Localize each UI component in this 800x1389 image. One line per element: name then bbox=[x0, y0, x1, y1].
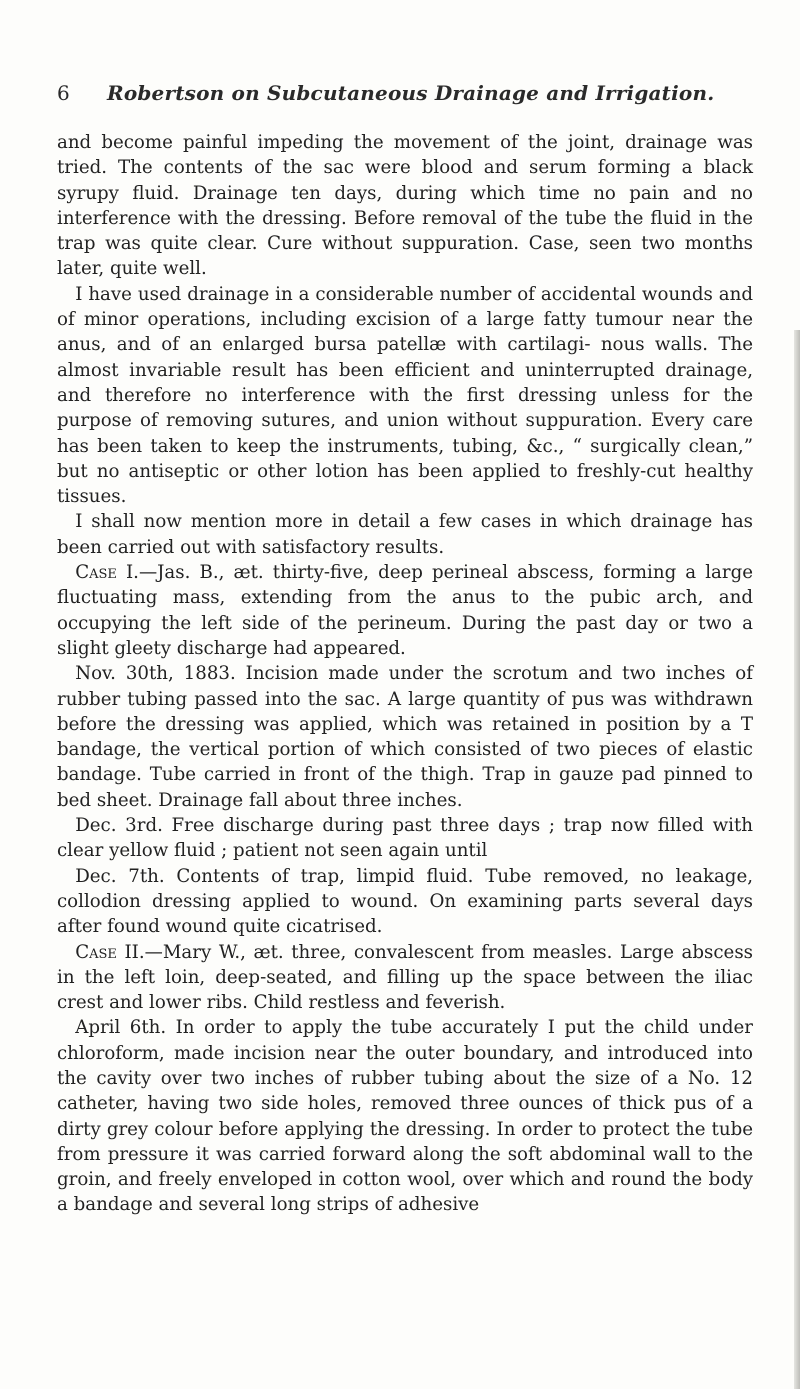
page-edge-shadow bbox=[794, 330, 800, 1389]
paragraph: and become painful impeding the movement of the joint, drainage was tried. The contents of the sac were blood and serum forming a black syrupy fluid. Drainage ten days, during which time no pain and no interference with the dressing. Before removal of the tube the fluid in the trap was quite clear. Cure without suppuration. Case, seen two months later, quite well. bbox=[57, 132, 753, 280]
case-label: Case I. bbox=[75, 562, 139, 584]
paragraph: Dec. 3rd. Free discharge during past three days ; trap now filled with clear yellow fluid ; patient not seen again until bbox=[57, 815, 753, 862]
paragraph: Case II.—Mary W., æt. three, convalescent from measles. Large abscess in the left loin, deep-seated, and filling up the space between the iliac crest and lower ribs. Child restless and feverish. bbox=[57, 941, 753, 1014]
paragraph: Dec. 7th. Contents of trap, limpid fluid. Tube removed, no leakage, collodion dressing applied to wound. On examining parts several days after found wound quite cicatrised. bbox=[57, 865, 753, 938]
paragraph: Nov. 30th, 1883. Incision made under the scrotum and two inches of rubber tubing passed into the sac. A large quantity of pus was withdrawn before the dressing was applied, which was retained in position by a T bandage, the vertical portion of which consisted of two pieces of elastic bandage. Tube carried in front of the thigh. Trap in gauze pad pinned to bed sheet. Drainage fall about three inches. bbox=[57, 663, 753, 811]
running-title: Robertson on Subcutaneous Drainage and Irrigation. bbox=[107, 81, 715, 105]
paragraph: Case I.—Jas. B., æt. thirty-five, deep perineal abscess, forming a large fluctuating mass, extending from the anus to the pubic arch, and occupying the left side of the perineum. During the past day or two a slight gleety discharge had appeared. bbox=[57, 562, 753, 659]
paragraph: I have used drainage in a considerable number of accidental wounds and of minor operations, including excision of a large fatty tumour near the anus, and of an enlarged bursa patellæ with cartilagi- nous walls. The almost invariable result has been efficient and uninterrupted drainage, and therefore no interference with the first dressing unless for the purpose of removing sutures, and union without suppuration. Every care has been taken to keep the instruments, tubing, &c., “ surgically clean,” but no antiseptic or other lotion has been applied to freshly-cut healthy tissues. bbox=[57, 283, 753, 508]
body-text bbox=[57, 130, 753, 1218]
paragraph: April 6th. In order to apply the tube accurately I put the child under chloroform, made incision near the outer boundary, and introduced into the cavity over two inches of rubber tubing about the size of a No. 12 catheter, having two side holes, removed three ounces of thick pus of a dirty grey colour before applying the dressing. In order to protect the tube from pressure it was carried forward along the soft abdominal wall to the groin, and freely enveloped in cotton wool, over which and round the body a bandage and several long strips of adhesive bbox=[57, 1017, 753, 1216]
page-number: 6 bbox=[57, 81, 70, 105]
case-label: Case II. bbox=[75, 941, 145, 963]
paragraph: I shall now mention more in detail a few cases in which drainage has been carried out with satisfactory results. bbox=[57, 511, 753, 558]
